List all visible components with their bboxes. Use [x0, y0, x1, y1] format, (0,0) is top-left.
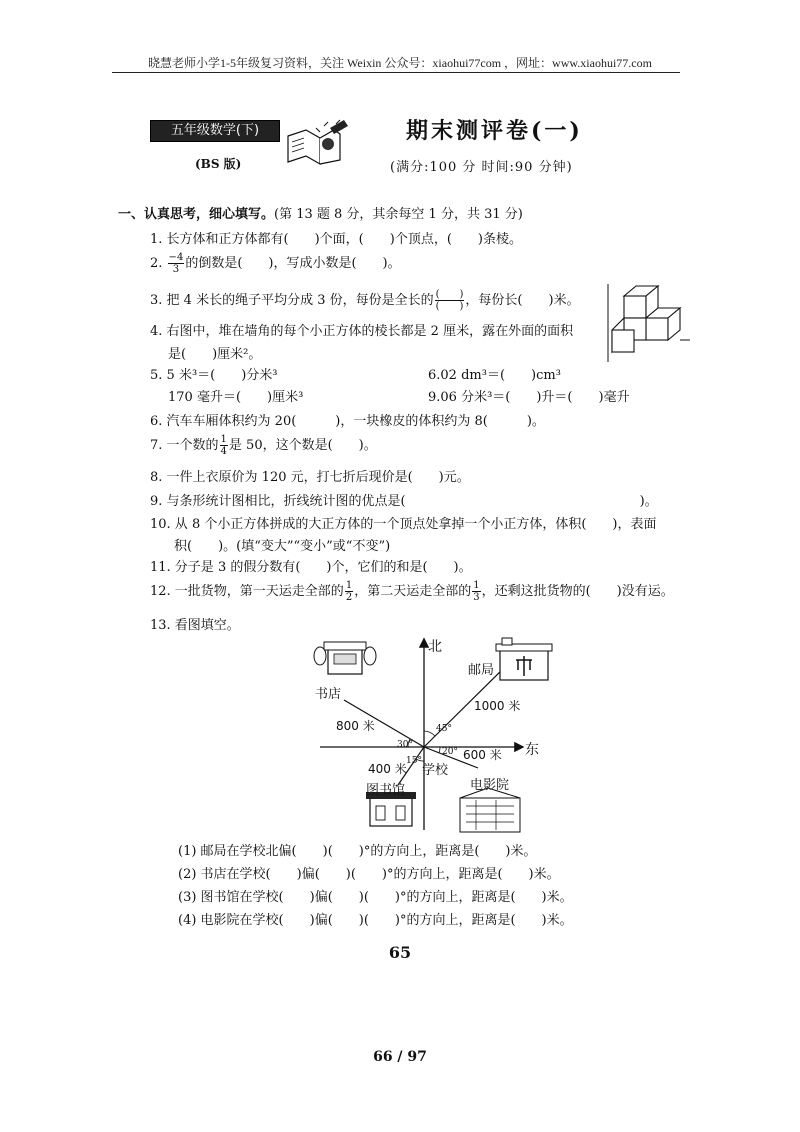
q12-text: 12. 一批货物，第一天运走全部的 — [150, 584, 344, 599]
direction-map — [310, 630, 560, 840]
post-office-angle: 45° — [436, 724, 452, 734]
question-10-line2: 积( )。(填“变大”“变小”或“不变”) — [174, 539, 391, 554]
post-office-icon — [496, 638, 552, 680]
question-3 — [150, 289, 580, 312]
library-label: 图书馆 — [366, 783, 406, 798]
question-6: 6. 汽车车厢体积约为 20( )，一块橡皮的体积约为 8( )。 — [150, 414, 545, 429]
question-8: 8. 一件上衣原价为 120 元，打七折后现价是( )元。 — [150, 470, 470, 485]
q7-fraction: $\frac{1}{4}$ — [220, 434, 227, 457]
book-illustration-icon — [284, 118, 350, 170]
site-header-text: 晓慧老师小学1-5年级复习资料，关注 Weixin 公众号：xiaohui77com ，网址：www.xiaohui77.com — [148, 56, 652, 70]
east-label: 东 — [525, 742, 539, 758]
bookstore-angle: 30° — [397, 740, 413, 750]
q3-fraction: $\frac{( )}{( )}$ — [435, 289, 464, 312]
bookstore-label: 书店 — [315, 687, 342, 702]
grade-badge: 五年级数学(下) — [150, 120, 280, 142]
post-office-distance: 1000 米 — [474, 699, 521, 713]
bookstore-icon — [314, 642, 376, 674]
question-10-line1: 10. 从 8 个小正方体拼成的大正方体的一个顶点处拿掉一个小正方体，体积( )，表面 — [150, 517, 657, 532]
cinema-distance: 600 米 — [463, 748, 502, 762]
q7-text: 7. 一个数的 — [150, 438, 219, 453]
q7-text-end: 是 50，这个数是( )。 — [228, 438, 377, 453]
north-label: 北 — [428, 639, 442, 655]
exam-info: (满分:100 分 时间:90 分钟) — [390, 160, 573, 175]
question-5b: 6.02 dm³＝( )cm³ — [428, 368, 561, 383]
section-note: (第 13 题 8 分，其余每空 1 分，共 31 分) — [274, 207, 523, 222]
question-7 — [150, 434, 377, 457]
q12-fraction-2: $\frac{1}{3}$ — [473, 580, 480, 603]
library-angle: 15° — [406, 756, 422, 766]
cube-stack-figure — [606, 282, 690, 366]
q2-fraction: $\frac{-4}{3}$ — [168, 252, 184, 275]
section-heading — [118, 203, 523, 222]
post-office-label: 邮局 — [468, 663, 495, 678]
edition-label: (BS 版) — [195, 157, 242, 171]
q12-text-mid: ，第二天运走全部的 — [354, 584, 472, 599]
sub-question-3: (3) 图书馆在学校( )偏( )( )°的方向上，距离是( )米。 — [178, 890, 573, 905]
sub-question-1: (1) 邮局在学校北偏( )( )°的方向上，距离是( )米。 — [178, 844, 537, 859]
library-distance: 400 米 — [368, 762, 407, 776]
cinema-label: 电影院 — [470, 778, 510, 793]
question-12 — [150, 580, 674, 603]
page-title: 期末测评卷(一) — [406, 118, 583, 144]
q12-fraction-1: $\frac{1}{2}$ — [345, 580, 353, 603]
bookstore-distance: 800 米 — [336, 719, 375, 733]
section-label: 一、认真思考，细心填写。 — [118, 207, 275, 222]
question-5a: 5. 5 米³＝( )分米³ — [150, 368, 278, 383]
question-2 — [150, 252, 401, 275]
question-5d: 9.06 分米³＝( )升＝( )毫升 — [428, 390, 630, 405]
question-9: 9. 与条形统计图相比，折线统计图的优点是( )。 — [150, 494, 658, 509]
sub-question-4: (4) 电影院在学校( )偏( )( )°的方向上，距离是( )米。 — [178, 913, 573, 928]
cinema-angle: 20° — [442, 747, 458, 757]
question-5c: 170 毫升＝( )厘米³ — [168, 390, 304, 405]
school-label: 学校 — [422, 763, 449, 778]
q3-text-end: ，每份长( )米。 — [465, 293, 580, 308]
question-4-line1: 4. 右图中，堆在墙角的每个小正方体的棱长都是 2 厘米，露在外面的面积 — [150, 324, 574, 339]
question-13: 13. 看图填空。 — [150, 618, 240, 633]
q2-number: 2. — [150, 256, 163, 271]
question-4-line2: 是( )厘米²。 — [168, 347, 262, 362]
question-1: 1. 长方体和正方体都有( )个面，( )个顶点，( )条棱。 — [150, 232, 522, 247]
page-count: 66 / 97 — [373, 1049, 427, 1065]
header-divider — [112, 72, 680, 73]
q2-text: 的倒数是( )，写成小数是( )。 — [185, 256, 401, 271]
q12-text-end: ，还剩这批货物的( )没有运。 — [481, 584, 674, 599]
cinema-icon — [460, 788, 520, 832]
sub-question-2: (2) 书店在学校( )偏( )( )°的方向上，距离是( )米。 — [178, 867, 560, 882]
page-number: 65 — [388, 943, 412, 962]
question-11: 11. 分子是 3 的假分数有( )个，它们的和是( )。 — [150, 560, 472, 575]
q3-text: 3. 把 4 米长的绳子平均分成 3 份，每份是全长的 — [150, 293, 434, 308]
